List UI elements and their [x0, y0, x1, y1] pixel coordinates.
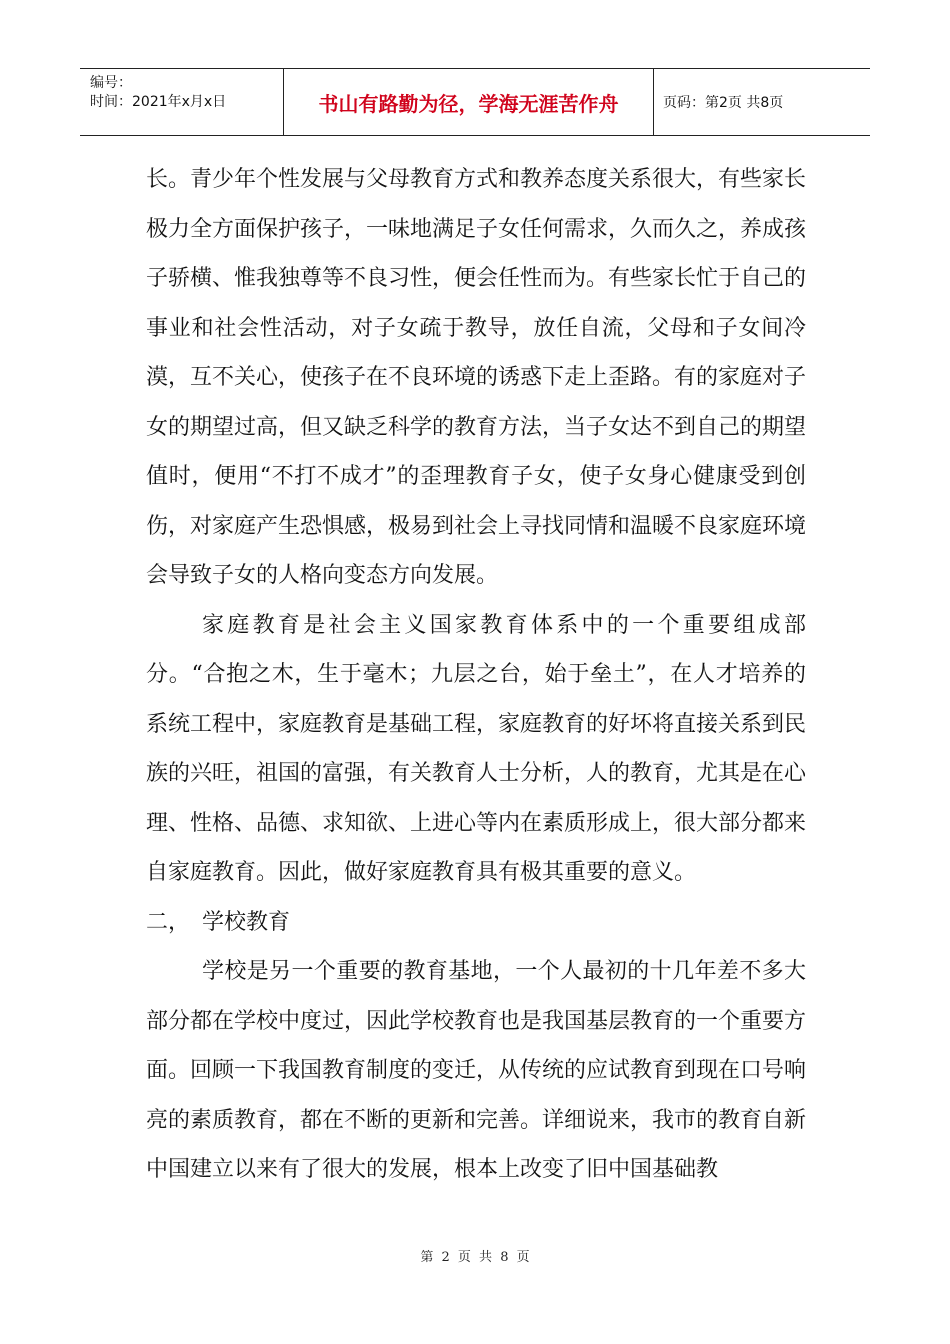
header-motto: 书山有路勤为径，学海无涯苦作舟 [318, 91, 619, 116]
header-motto-cell [284, 69, 654, 135]
page-footer: 第 2 页 共 8 页 [420, 1250, 530, 1265]
document-header [80, 68, 870, 136]
paragraph-school-education: 学校是另一个重要的教育基地，一个人最初的十几年差不多大部分都在学校中度过，因此学校教育也是我国基层教育的一个重要方面。回顾一下我国教育制度的变迁，从传统的应试教育到现在口号响亮的素质教育，都在不断的更新和完善。详细说来，我市的教育自新中国建立以来有了很大的发展，根本上改变了旧中国基础教 [146, 959, 807, 1182]
header-page-cell [654, 69, 870, 135]
paragraph-family-influence: 长。青少年个性发展与父母教育方式和教养态度关系很大，有些家长极力全方面保护孩子，一味地满足子女任何需求，久而久之，养成孩子骄横、惟我独尊等不良习性，便会任性而为。有些家长忙于自己的事业和社会性活动，对子女疏于教导，放任自流，父母和子女间冷漠，互不关心，使孩子在不良环境的诱惑下走上歪路。有的家庭对子女的期望过高，但又缺乏科学的教育方法，当子女达不到自己的期望值时，便用“不打不成才”的歪理教育子女，使子女身心健康受到创伤，对家庭产生恐惧感，极易到社会上寻找同情和温暖不良家庭环境会导致子女的人格向变态方向发展。 [146, 167, 807, 588]
document-number-label: 编号： [90, 75, 132, 91]
section-heading-number: 二， [146, 909, 191, 935]
document-time-label: 时间：2021年x月x日 [90, 94, 227, 110]
paragraph-family-education: 家庭教育是社会主义国家教育体系中的一个重要组成部分。“合抱之木，生于毫木；九层之台，始于垒土”，在人才培养的系统工程中，家庭教育是基础工程，家庭教育的好坏将直接关系到民族的兴旺，祖国的富强，有关教育人士分析，人的教育，尤其是在心理、性格、品德、求知欲、上进心等内在素质形成上，很大部分都来自家庭教育。因此，做好家庭教育具有极其重要的意义。 [146, 612, 807, 885]
section-heading-text: 学校教育 [202, 909, 291, 935]
header-page-info: 页码：第2页 共8页 [663, 95, 784, 111]
section-heading [146, 898, 806, 948]
document-body [146, 155, 806, 1195]
header-meta-cell [80, 69, 284, 135]
